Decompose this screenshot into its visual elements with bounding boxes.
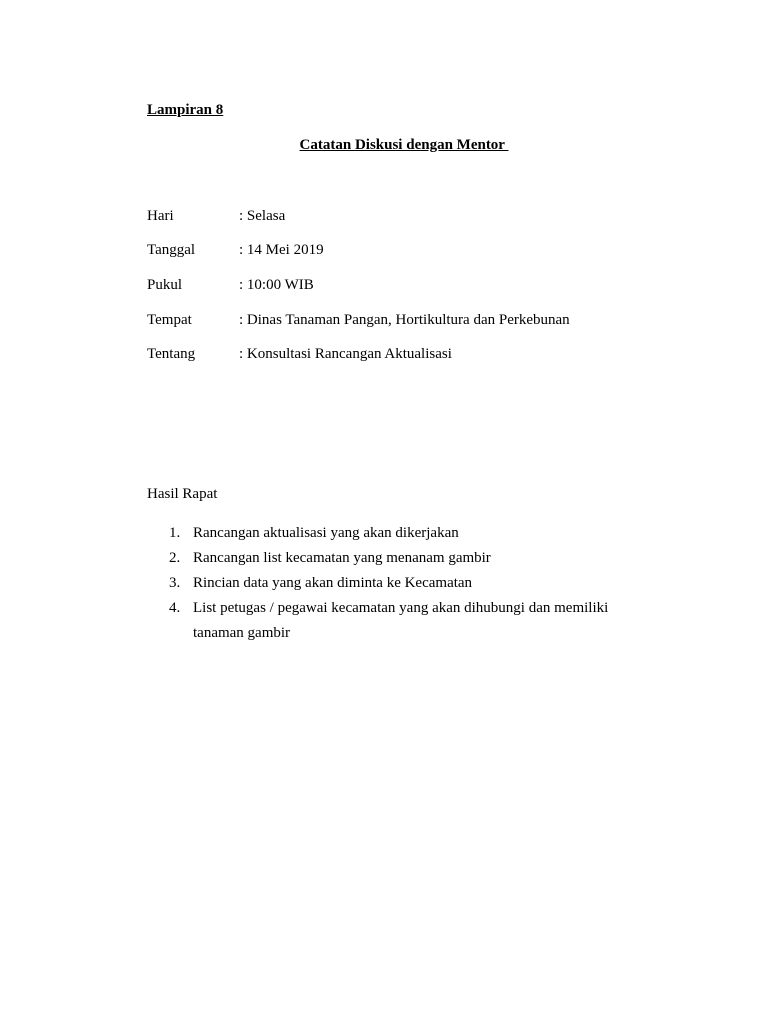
info-value: : Dinas Tanaman Pangan, Hortikultura dan Perkebunan: [239, 312, 570, 328]
results-list: [147, 521, 647, 646]
info-label: Pukul: [147, 277, 183, 293]
list-item-text: Rincian data yang akan diminta ke Kecamatan: [193, 575, 473, 591]
info-value: : Selasa: [239, 208, 286, 224]
list-item: [147, 521, 647, 546]
list-item: [147, 546, 647, 571]
document-title: Catatan Diskusi dengan Mentor: [299, 137, 509, 153]
info-label: Tempat: [147, 312, 192, 328]
info-label: Hari: [147, 208, 174, 224]
list-item-number: 4.: [169, 600, 181, 616]
info-label: Tentang: [147, 346, 196, 362]
list-item-number: 2.: [169, 550, 181, 566]
attachment-label: Lampiran 8: [147, 102, 224, 118]
list-item-number: 3.: [169, 575, 181, 591]
list-item-text: Rancangan aktualisasi yang akan dikerjakan: [193, 525, 459, 541]
info-row-date: [147, 242, 324, 259]
results-heading: Hasil Rapat: [147, 486, 218, 502]
list-item-text: Rancangan list kecamatan yang menanam gambir: [193, 550, 491, 566]
info-label: Tanggal: [147, 242, 196, 258]
list-item: [147, 596, 647, 646]
info-row-place: [147, 312, 570, 329]
info-row-day: [147, 208, 285, 225]
list-item-text: List petugas / pegawai kecamatan yang akan dihubungi dan memiliki tanaman gambir: [193, 600, 609, 641]
list-item: [147, 571, 647, 596]
info-row-time: [147, 277, 314, 294]
info-row-topic: [147, 346, 452, 363]
info-value: : 14 Mei 2019: [239, 242, 324, 258]
info-value: : Konsultasi Rancangan Aktualisasi: [239, 346, 452, 362]
info-value: : 10:00 WIB: [239, 277, 314, 293]
list-item-number: 1.: [169, 525, 181, 541]
